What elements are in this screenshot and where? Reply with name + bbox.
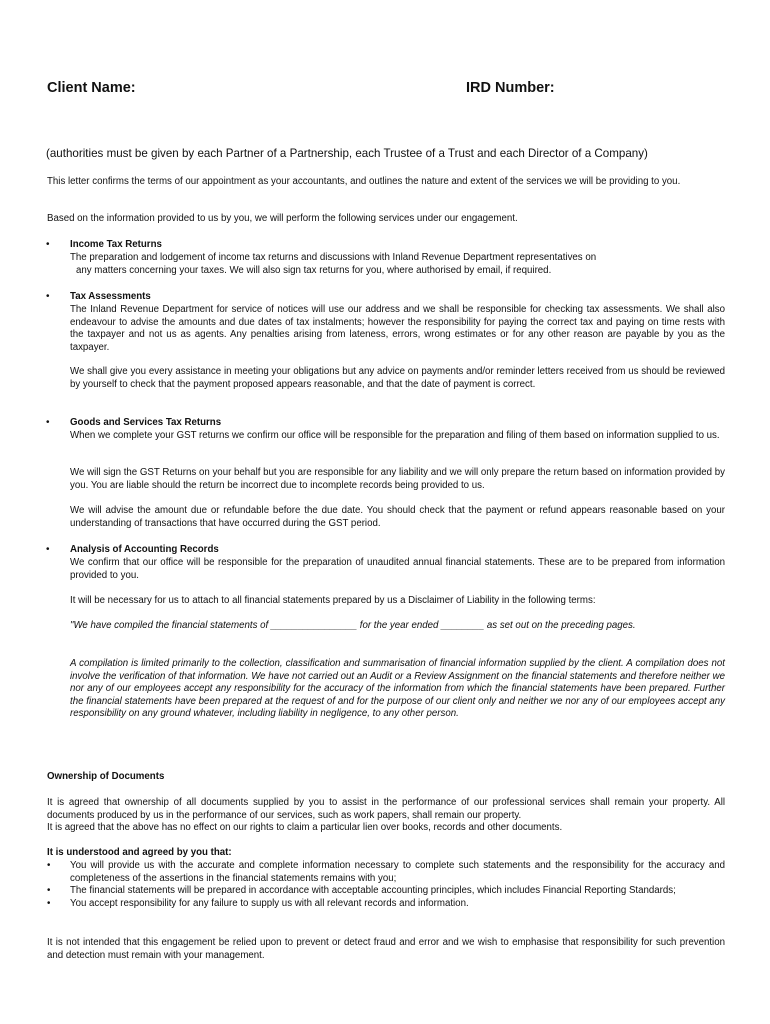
list-item-text: You accept responsibility for any failure to supply us with all relevant records and information.: [70, 897, 469, 909]
intro-paragraph: This letter confirms the terms of our appointment as your accountants, and outlines the nature and extent of the services we will be providing to you.: [47, 176, 681, 187]
ownership-title: Ownership of Documents: [47, 771, 165, 782]
authorities-note: (authorities must be given by each Partner of a Partnership, each Trustee of a Trust and each Director of a Company): [46, 147, 648, 160]
list-item: [47, 860, 725, 885]
ownership-text: It is agreed that ownership of all documents supplied by you to assist in the performance of our professional services shall remain your property. All documents produced by us in the performance of our services, such as work papers, shall remain our property.: [47, 797, 725, 821]
gst-title: Goods and Services Tax Returns: [70, 417, 222, 428]
tax-assessments-title: Tax Assessments: [70, 291, 151, 302]
tax-assessments-text: The Inland Revenue Department for service of notices will use our address and we shall be responsible for checking tax assessments. We shall also endeavour to advise the amounts and due dates of tax instalments; however the responsibility for paying the correct tax and paying on time rests with the taxpayer and not us as agents. Any penalties arising from lateness, errors, wrong estimates or for any other reason are payable by you as the taxpayer.: [70, 304, 725, 353]
bullet-icon: •: [47, 897, 51, 909]
bullet-icon: •: [46, 417, 50, 428]
list-item: [47, 885, 725, 898]
accounting-text-2: It will be necessary for us to attach to all financial statements prepared by us a Disclaimer of Liability in the following terms:: [70, 595, 596, 606]
closing-paragraph: It is not intended that this engagement be relied upon to prevent or detect fraud and error and we wish to emphasise that responsibility for such prevention and detection must remain with your management.: [47, 937, 725, 961]
income-tax-text: The preparation and lodgement of income tax returns and discussions with Inland Revenue Department representatives on: [70, 252, 597, 263]
client-name-label: Client Name:: [47, 80, 136, 96]
bullet-icon: •: [46, 544, 50, 555]
list-item-text: The financial statements will be prepared in accordance with acceptable accounting principles, which includes Financial Reporting Standards;: [70, 885, 676, 897]
understood-list: [47, 860, 725, 910]
disclaimer-quote: "We have compiled the financial statements of ________________ for the year ended ________ as set out on the preceding pages.: [70, 620, 636, 631]
ird-number-label: IRD Number:: [466, 80, 555, 96]
income-tax-title: Income Tax Returns: [70, 239, 162, 250]
tax-assessments-text-2: We shall give you every assistance in meeting your obligations but any advice on payments and/or reminder letters received from us should be reviewed by yourself to check that the payment proposed appears reasonable, and that the date of payment is correct.: [70, 366, 725, 390]
bullet-icon: •: [46, 239, 50, 250]
list-item-text: You will provide us with the accurate and complete information necessary to complete such statements and the responsibility for the accuracy and completeness of the assertions in the financial statements remains with you;: [70, 860, 725, 884]
bullet-icon: •: [47, 860, 51, 871]
ownership-text-2: It is agreed that the above has no effect on our rights to claim a particular lien over books, records and other documents.: [47, 822, 563, 833]
gst-text-2: We will sign the GST Returns on your behalf but you are responsible for any liability and we will only prepare the return based on information provided by you. You are liable should the return be incorrect due to incomplete records being provided to us.: [70, 467, 725, 491]
list-item: [47, 898, 725, 911]
gst-text: When we complete your GST returns we confirm our office will be responsible for the preparation and filing of them based on information supplied to us.: [70, 430, 720, 441]
disclaimer-quote-2: A compilation is limited primarily to the collection, classification and summarisation of financial information supplied by the client. A compilation does not involve the verification of that information. We have not carried out an Audit or a Review Assignment on the financial statements and therefore neither we nor any of our employees accept any responsibility for the accuracy of the information from which the financial statements have been prepared. Further the financial statements have been prepared at the request of and for the purpose of our client only and neither we nor any of our employees accept any responsibility on any ground whatever, including liability in negligence, to any other person.: [70, 658, 725, 720]
understood-title: It is understood and agreed by you that:: [47, 847, 232, 858]
bullet-icon: •: [46, 291, 50, 302]
gst-text-3: We will advise the amount due or refundable before the due date. You should check that the payment or refund appears reasonable based on your understanding of transactions that have occurred during the GST period.: [70, 505, 725, 529]
bullet-icon: •: [47, 885, 51, 897]
accounting-title: Analysis of Accounting Records: [70, 544, 219, 555]
accounting-text: We confirm that our office will be responsible for the preparation of unaudited annual financial statements. These are to be prepared from information provided to you.: [70, 557, 725, 581]
income-tax-text-2: any matters concerning your taxes. We will also sign tax returns for you, where authorised by email, if required.: [76, 265, 552, 276]
intro-services-line: Based on the information provided to us by you, we will perform the following services under our engagement.: [47, 213, 518, 224]
